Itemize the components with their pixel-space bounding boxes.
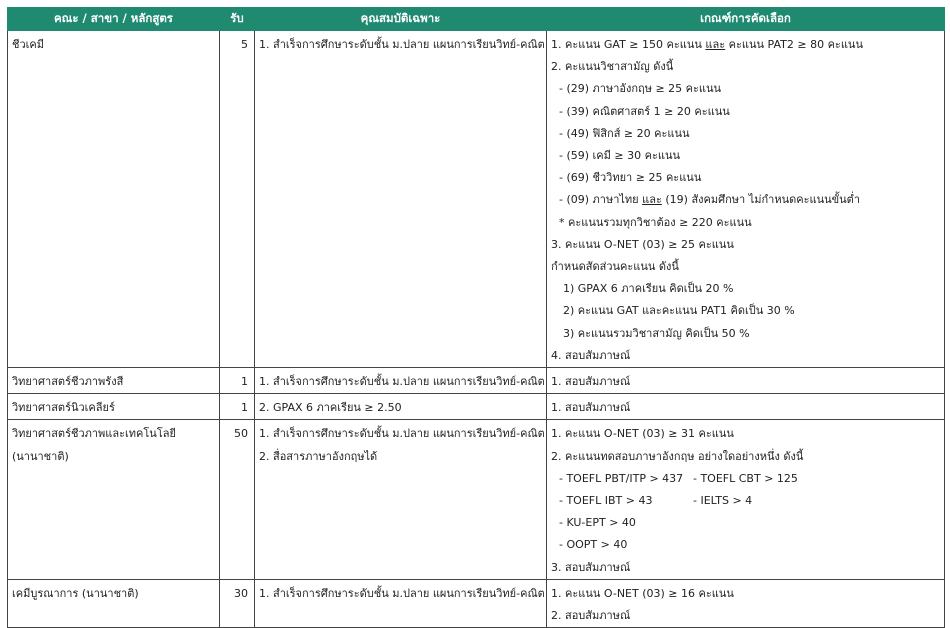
criteria-line: 1. สอบสัมภาษณ์	[551, 375, 631, 389]
criteria-line: - (59) เคมี ≥ 30 คะแนน	[559, 149, 681, 163]
program-name: วิทยาศาสตร์ชีวภาพและเทคโนโลยี	[12, 427, 176, 441]
criteria-line: 1. คะแนน O-NET (03) ≥ 16 คะแนน	[551, 586, 734, 600]
table-row	[8, 394, 945, 420]
criteria-line: 1) GPAX 6 ภาคเรียน คิดเป็น 20 %	[563, 282, 734, 296]
criteria-line: - (09) ภาษาไทย และ (19) สังคมศึกษา ไม่กำหนดคะแนนขั้นต่ำ	[559, 193, 860, 207]
criteria-cell	[547, 420, 945, 579]
table-row	[8, 579, 945, 627]
table-row	[8, 31, 945, 368]
header-program: คณะ / สาขา / หลักสูตร	[8, 8, 220, 31]
criteria-line: 1. คะแนน O-NET (03) ≥ 31 คะแนน	[551, 427, 734, 441]
quota-cell: 5	[220, 31, 255, 368]
criteria-line: - KU-EPT > 40	[559, 516, 636, 530]
program-cell	[8, 420, 220, 579]
criteria-line: - TOEFL PBT/ITP > 437 - TOEFL CBT > 125	[559, 471, 798, 485]
qualification-line: 1. สำเร็จการศึกษาระดับชั้น ม.ปลาย แผนการเรียนวิทย์-คณิต	[259, 375, 545, 389]
criteria-line: 1. คะแนน GAT ≥ 150 คะแนน และ คะแนน PAT2 ≥ 80 คะแนน	[551, 38, 863, 51]
header-quota: รับ	[220, 8, 255, 31]
admission-table	[7, 7, 945, 628]
criteria-line: 3. สอบสัมภาษณ์	[551, 560, 631, 574]
criteria-line: 2) คะแนน GAT และคะแนน PAT1 คิดเป็น 30 %	[563, 304, 795, 318]
criteria-cell	[547, 368, 945, 394]
qualification-cell	[255, 420, 547, 579]
quota-cell: 30	[220, 579, 255, 627]
criteria-line: 1. สอบสัมภาษณ์	[551, 401, 631, 415]
quota-cell: 1	[220, 368, 255, 394]
program-name: วิทยาศาสตร์นิวเคลียร์	[12, 401, 115, 415]
criteria-line: 3) คะแนนรวมวิชาสามัญ คิดเป็น 50 %	[563, 326, 750, 340]
criteria-line: - (39) คณิตศาสตร์ 1 ≥ 20 คะแนน	[559, 104, 730, 118]
criteria-line: * คะแนนรวมทุกวิชาต้อง ≥ 220 คะแนน	[559, 215, 752, 229]
criteria-line: - OOPT > 40	[559, 538, 628, 552]
table-row	[8, 420, 945, 579]
criteria-line: 4. สอบสัมภาษณ์	[551, 348, 631, 362]
criteria-line: 3. คะแนน O-NET (03) ≥ 25 คะแนน	[551, 237, 734, 251]
program-name: ชีวเคมี	[12, 38, 45, 51]
criteria-line: - (69) ชีววิทยา ≥ 25 คะแนน	[559, 171, 702, 185]
program-cell	[8, 394, 220, 420]
quota-cell: 1	[220, 394, 255, 420]
quota-cell: 50	[220, 420, 255, 579]
criteria-line: 2. คะแนนทดสอบภาษาอังกฤษ อย่างใดอย่างหนึ่ง ดังนี้	[551, 449, 804, 463]
program-name: วิทยาศาสตร์ชีวภาพรังสี	[12, 375, 124, 389]
qualification-cell	[255, 579, 547, 627]
table-header-row	[8, 8, 945, 31]
criteria-cell	[547, 31, 945, 368]
table-row	[8, 368, 945, 394]
program-name: (นานาชาติ)	[12, 449, 69, 463]
criteria-line: - (29) ภาษาอังกฤษ ≥ 25 คะแนน	[559, 82, 722, 96]
program-cell	[8, 368, 220, 394]
qualification-cell	[255, 394, 547, 420]
criteria-line: กำหนดสัดส่วนคะแนน ดังนี้	[551, 260, 679, 274]
header-criteria: เกณฑ์การคัดเลือก	[547, 8, 945, 31]
criteria-cell	[547, 579, 945, 627]
qualification-line: 1. สำเร็จการศึกษาระดับชั้น ม.ปลาย แผนการเรียนวิทย์-คณิต	[259, 427, 545, 441]
criteria-cell	[547, 394, 945, 420]
qualification-line: 1. สำเร็จการศึกษาระดับชั้น ม.ปลาย แผนการเรียนวิทย์-คณิต	[259, 586, 545, 600]
qualification-line: 1. สำเร็จการศึกษาระดับชั้น ม.ปลาย แผนการเรียนวิทย์-คณิต	[259, 38, 545, 51]
header-qualifications: คุณสมบัติเฉพาะ	[255, 8, 547, 31]
program-name: เคมีบูรณาการ (นานาชาติ)	[12, 586, 139, 600]
program-cell	[8, 31, 220, 368]
criteria-line: 2. สอบสัมภาษณ์	[551, 609, 631, 623]
program-cell	[8, 579, 220, 627]
criteria-line: - TOEFL IBT > 43 - IELTS > 4	[559, 494, 753, 508]
qualification-cell	[255, 31, 547, 368]
criteria-line: - (49) ฟิสิกส์ ≥ 20 คะแนน	[559, 126, 690, 140]
qualification-line: 2. สื่อสารภาษาอังกฤษได้	[259, 449, 378, 463]
criteria-line: 2. คะแนนวิชาสามัญ ดังนี้	[551, 60, 674, 74]
qualification-line: 2. GPAX 6 ภาคเรียน ≥ 2.50	[259, 401, 402, 415]
qualification-cell	[255, 368, 547, 394]
